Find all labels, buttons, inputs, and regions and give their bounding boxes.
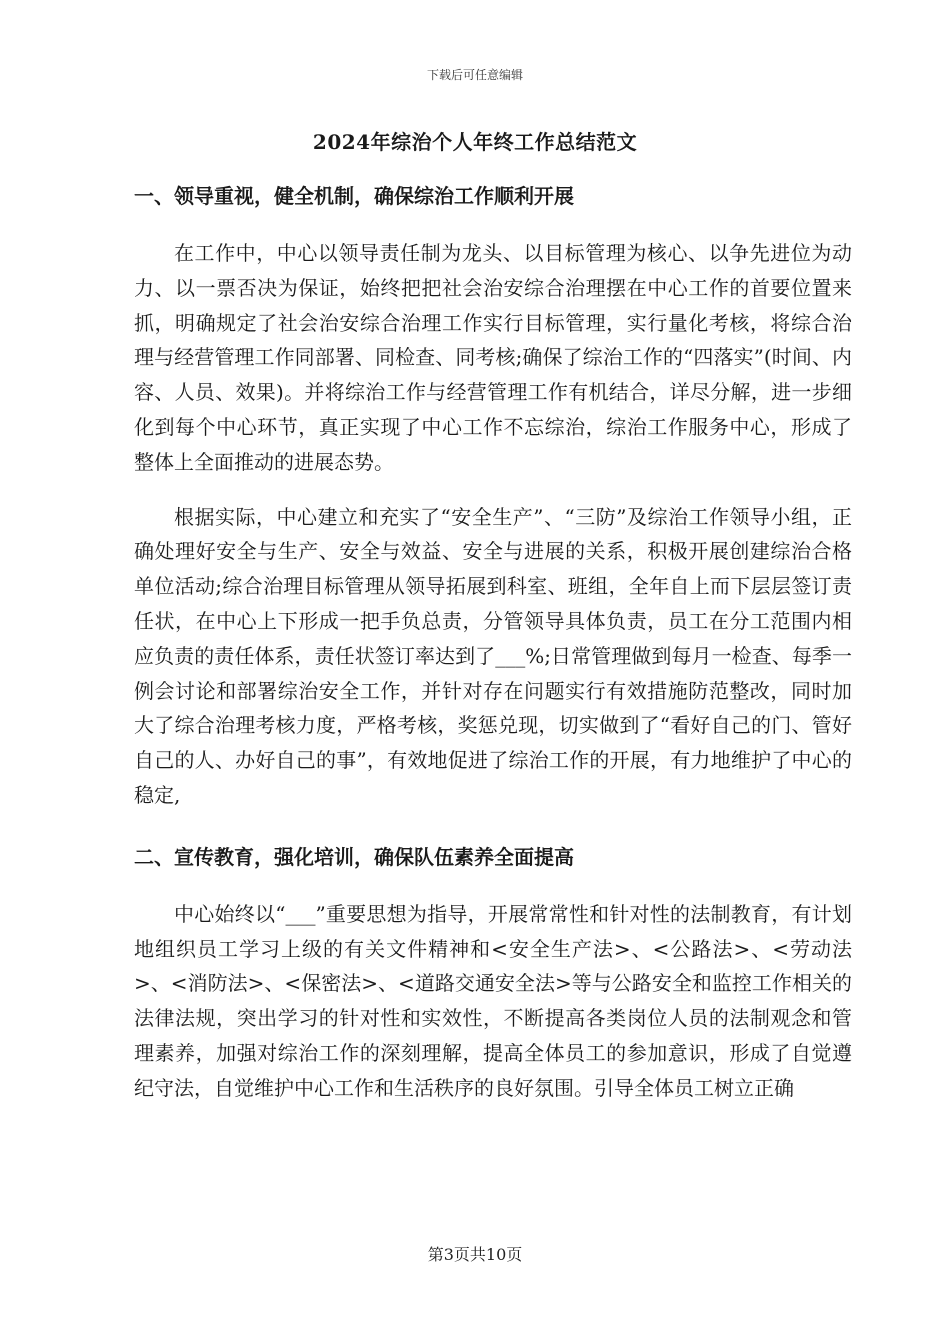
document-title: 2024年综治个人年终工作总结范文 — [312, 130, 638, 154]
document-body — [134, 178, 852, 1106]
section-heading-1: 一、领导重视，健全机制，确保综治工作顺利开展 — [134, 184, 574, 208]
paragraph-1-1: 在工作中，中心以领导责任制为龙头、以目标管理为核心、以争先进位为动力、以一票否决为保证，始终把把社会治安综合治理摆在中心工作的首要位置来抓，明确规定了社会治安综合治理工作实行目标管理，实行量化考核，将综合治理与经营管理工作同部署、同检查、同考核;确保了综治工作的“四落实”(时间、内容、人员、效果)。并将综治工作与经营管理工作有机结合，详尽分解，进一步细化到每个中心环节，真正实现了中心工作不忘综治，综治工作服务中心，形成了整体上全面推动的进展态势。 — [134, 241, 852, 474]
header-note: 下载后可任意编辑 — [426, 68, 523, 82]
page-number-footer: 第3页共10页 — [427, 1245, 523, 1264]
paragraph-1-2: 根据实际，中心建立和充实了“安全生产”、“三防”及综治工作领导小组，正确处理好安全与生产、安全与效益、安全与进展的关系，积极开展创建综治合格单位活动;综合治理目标管理从领导拓展到科室、班组，全年自上而下层层签订责任状，在中心上下形成一把手负总责，分管领导具体负责，员工在分工范围内相应负责的责任体系，责任状签订率达到了___%;日常管理做到每月一检查、每季一例会讨论和部署综治安全工作，并针对存在问题实行有效措施防范整改，同时加大了综合治理考核力度，严格考核，奖惩兑现，切实做到了“看好自己的门、管好自己的人、办好自己的事”，有效地促进了综治工作的开展，有力地维护了中心的稳定, — [134, 504, 852, 807]
section-heading-2: 二、宣传教育，强化培训，确保队伍素养全面提高 — [134, 844, 574, 869]
paragraph-2-1: 中心始终以“___”重要思想为指导，开展常常性和针对性的法制教育，有计划地组织员工学习上级的有关文件精神和<安全生产法>、<公路法>、<劳动法>、<消防法>、<保密法>、<道路交通安全法>等与公路安全和监控工作相关的法律法规，突出学习的针对性和实效性，不断提高各类岗位人员的法制观念和管理素养，加强对综治工作的深刻理解，提高全体员工的参加意识，形成了自觉遵纪守法，自觉维护中心工作和生活秩序的良好氛围。引导全体员工树立正确 — [134, 901, 852, 1100]
